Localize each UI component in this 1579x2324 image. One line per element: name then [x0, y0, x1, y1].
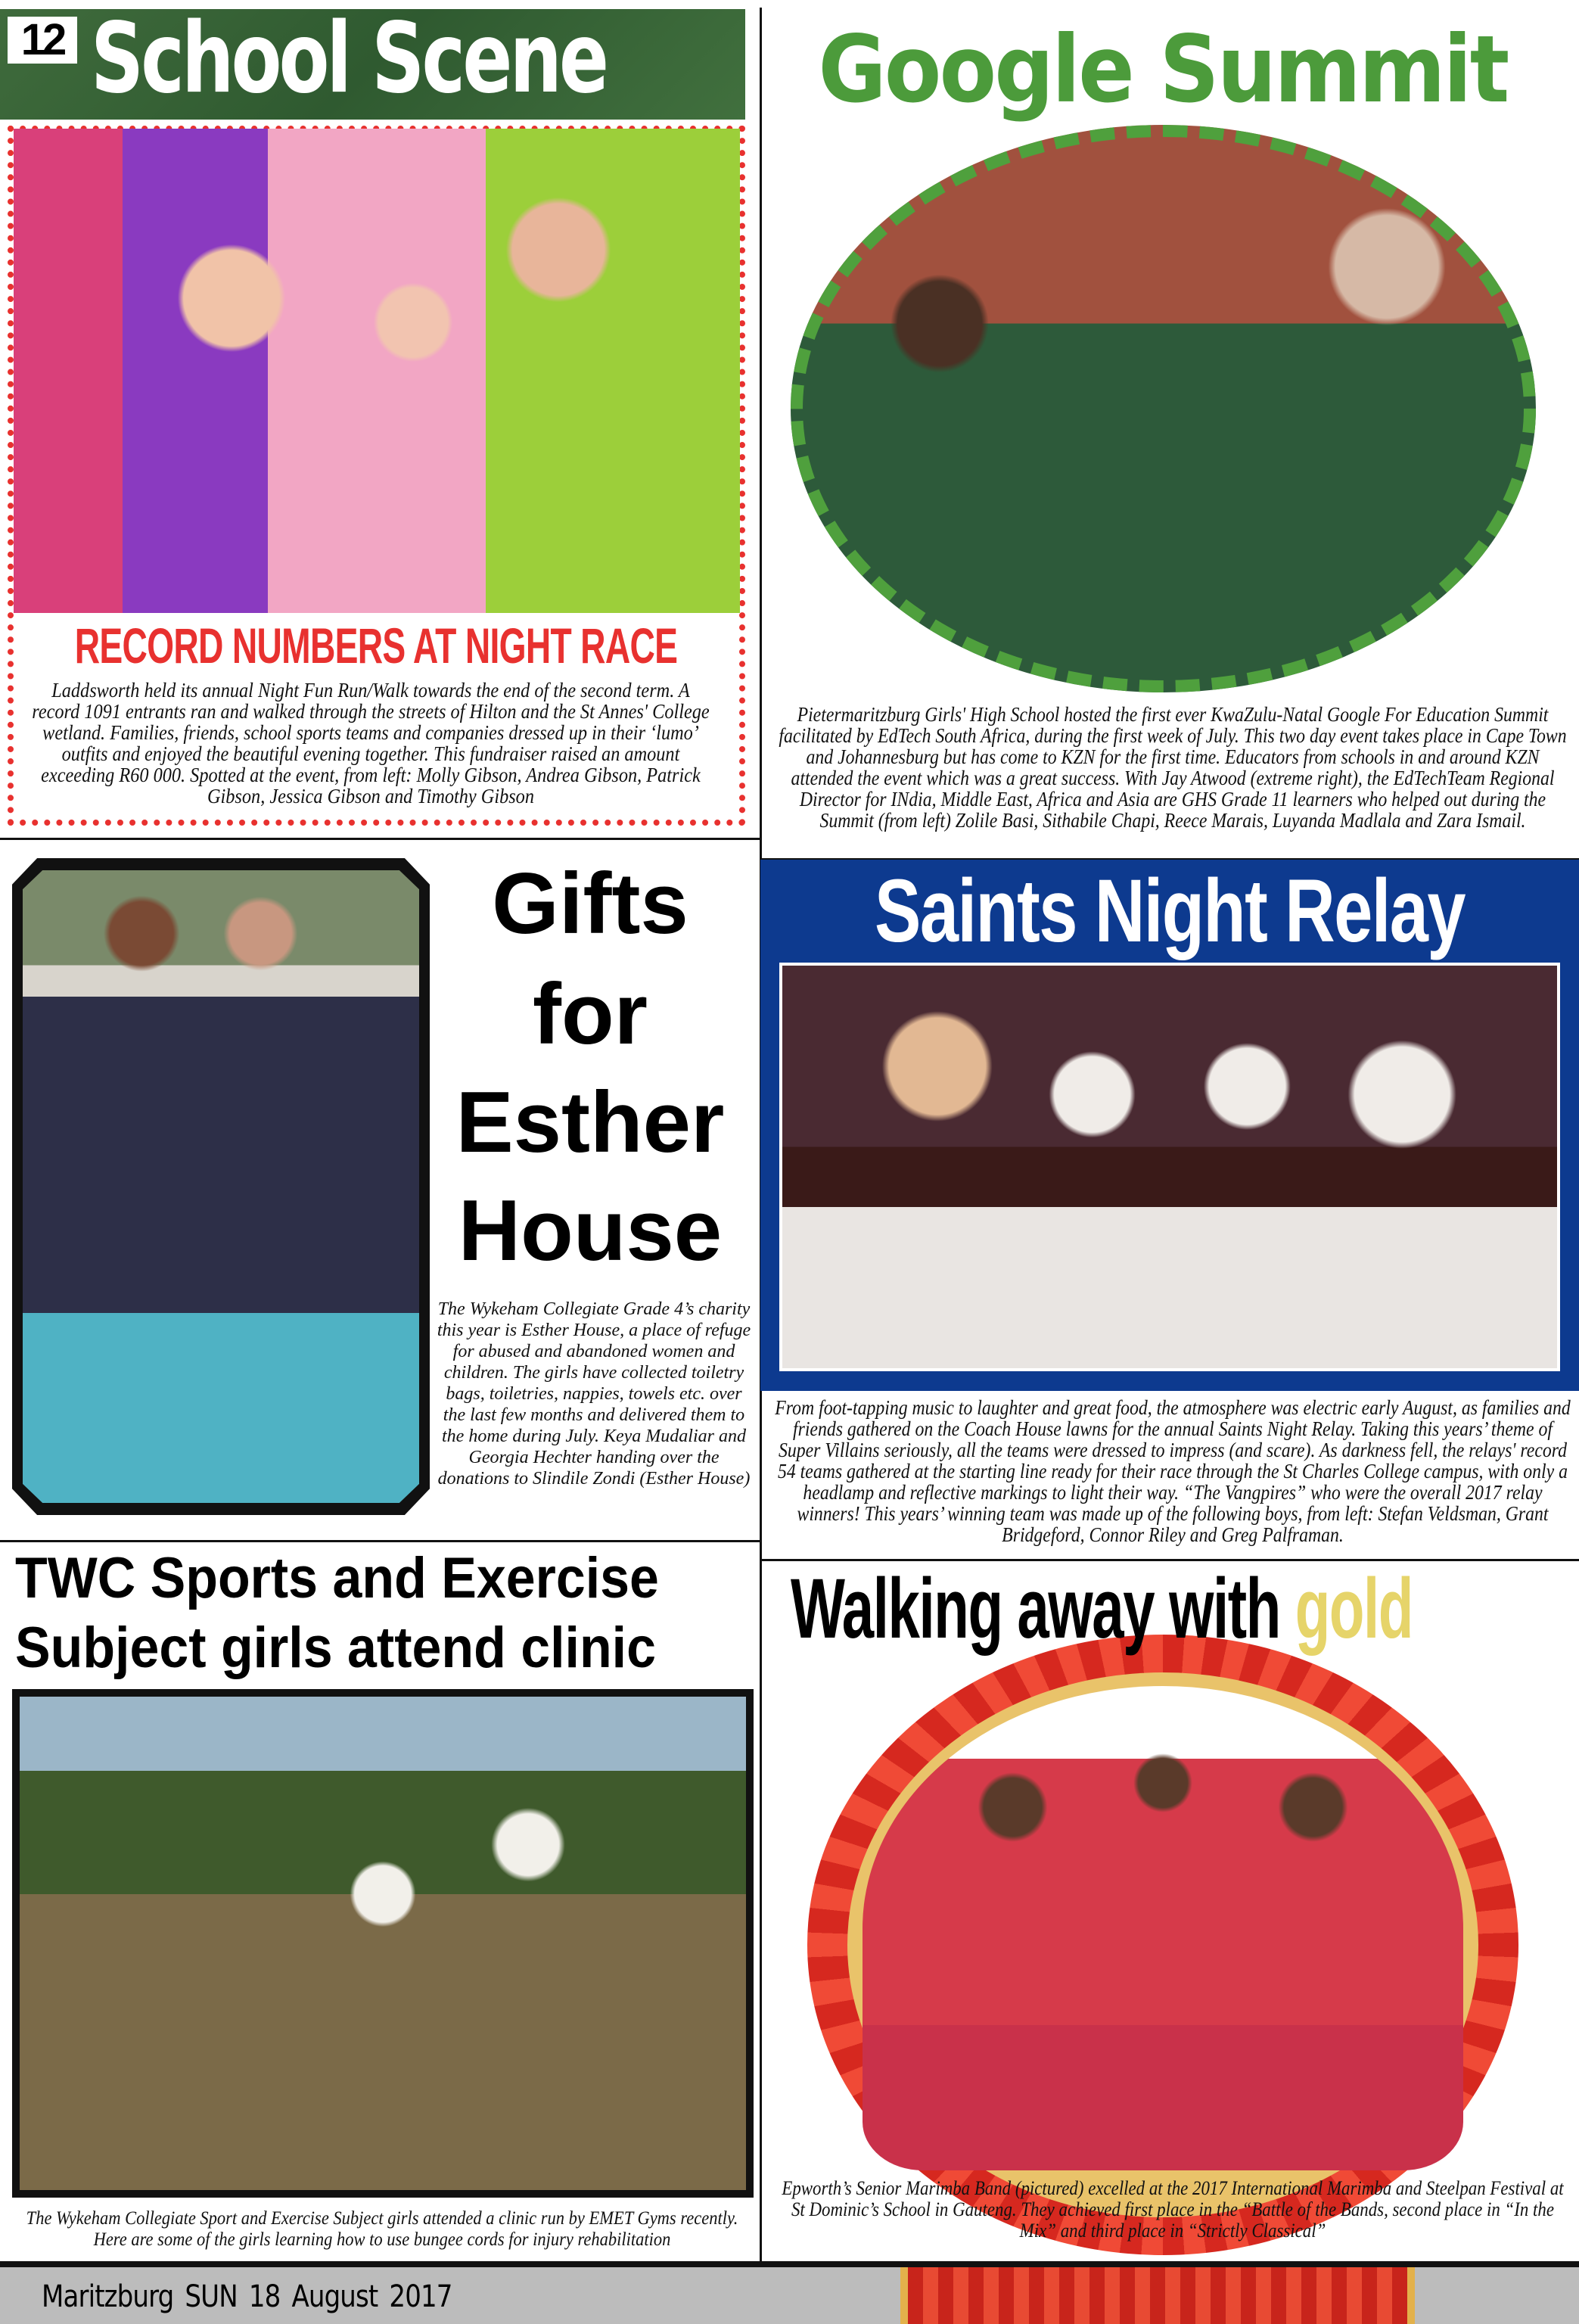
issue-date: 18 August 2017: [248, 2279, 452, 2314]
twc-headline: [15, 1544, 659, 1683]
twc-headline-line: Subject girls attend clinic: [15, 1616, 657, 1680]
page-number: 12: [8, 17, 77, 64]
divider: [0, 838, 760, 840]
marimba-band-photo: [863, 1686, 1463, 2170]
twc-clinic-photo: [12, 1689, 754, 2198]
section-title: School Scene: [91, 2, 607, 115]
divider: [0, 1540, 760, 1542]
publication-name: Maritzburg SUN: [42, 2279, 238, 2314]
rosette-ribbon: [900, 2267, 1415, 2324]
esther-house-photo: [23, 870, 419, 1503]
marimba-headline-text: Walking away with: [791, 1561, 1280, 1656]
relay-caption: From foot-tapping music to laughter and great food, the atmosphere was electric early August, as families and friends gathered on the Coach House lawns for the annual Saints Night Relay. Taking this years’ theme of Super Villains seriously, all the teams were dressed to impress (and scare). As darkness fell, the relays' record 54 teams gathered at the starting line ready for their race through the St Charles College campus, with only a headlamp and reflective markings to light their way. “The Vangpires” who were the overall 2017 relay winners! This years’ winning team was made up of the following boys, from left: Stefan Veldsman, Grant Bridgeford, Connor Riley and Greg Palframan.: [775, 1396, 1571, 1546]
marimba-caption: Epworth’s Senior Marimba Band (pictured) excelled at the 2017 International Marimba and Steelpan Festival at St Dominic’s School in Gauteng. They achieved first place in the “Battle of the Bands, second place in “In the Mix” and third place in “Strictly Classical”: [782, 2177, 1564, 2242]
night-race-caption: Laddsworth held its annual Night Fun Run/Walk towards the end of the second term. A record 1091 entrants ran and walked through the streets of Hilton and the St Annes' College wetland. Families, friends, school sports teams and companies dressed up in their ‘lumo’ outfits and enjoyed the beautiful evening together. This fundraiser raised an amount exceeding R60 000. Spotted at the event, from left: Molly Gibson, Andrea Gibson, Patrick Gibson, Jessica Gibson and Timothy Gibson: [32, 679, 710, 807]
relay-headline: Saints Night Relay: [874, 861, 1466, 961]
footer-text: [42, 2279, 452, 2314]
esther-house-headline-line: Gifts: [492, 856, 688, 952]
esther-house-headline-line: Esther: [455, 1075, 725, 1171]
google-summit-headline: Google Summit: [818, 16, 1508, 123]
marimba-headline-accent: gold: [1295, 1561, 1413, 1656]
esther-house-headline-line: for: [533, 966, 648, 1062]
twc-caption: The Wykeham Collegiate Sport and Exercise Subject girls attended a clinic run by EMET Gyms recently. Here are some of the girls learning how to use bungee cords for injury rehabilitation: [26, 2208, 738, 2250]
esther-house-headline-line: House: [458, 1183, 723, 1279]
twc-headline-line: TWC Sports and Exercise: [15, 1546, 659, 1610]
footer-rule: [0, 2261, 1579, 2267]
relay-photo: [779, 963, 1560, 1371]
dashed-circle-frame: [791, 125, 1536, 692]
night-race-photo: [14, 129, 740, 613]
esther-house-caption: The Wykeham Collegiate Grade 4’s charity this year is Esther House, a place of refuge for abused and abandoned women and children. The girls have collected toiletry bags, toiletries, nappies, towels etc. over the last few months and delivered them to the home during July. Keya Mudaliar and Georgia Hechter handing over the donations to Slindile Zondi (Esther House): [437, 1299, 751, 1489]
night-race-headline: RECORD NUMBERS AT NIGHT RACE: [74, 618, 678, 674]
marimba-headline: [791, 1563, 1413, 1654]
google-summit-caption: Pietermaritzburg Girls' High School hosted the first ever KwaZulu-Natal Google For Education Summit facilitated by EdTech South Africa, during the first week of July. This two day event takes place in Cape Town and Johannesburg but has come to KZN for the first time. Educators from schools in and around KZN attended the event which was a great success. With Jay Atwood (extreme right), the EdTechTeam Regional Director for INdia, Middle East, Africa and Asia are GHS Grade 11 learners who helped out during the Summit (from left) Zolile Basi, Sithabile Chapi, Reece Marais, Luyanda Madlala and Zara Ismail.: [779, 703, 1567, 832]
